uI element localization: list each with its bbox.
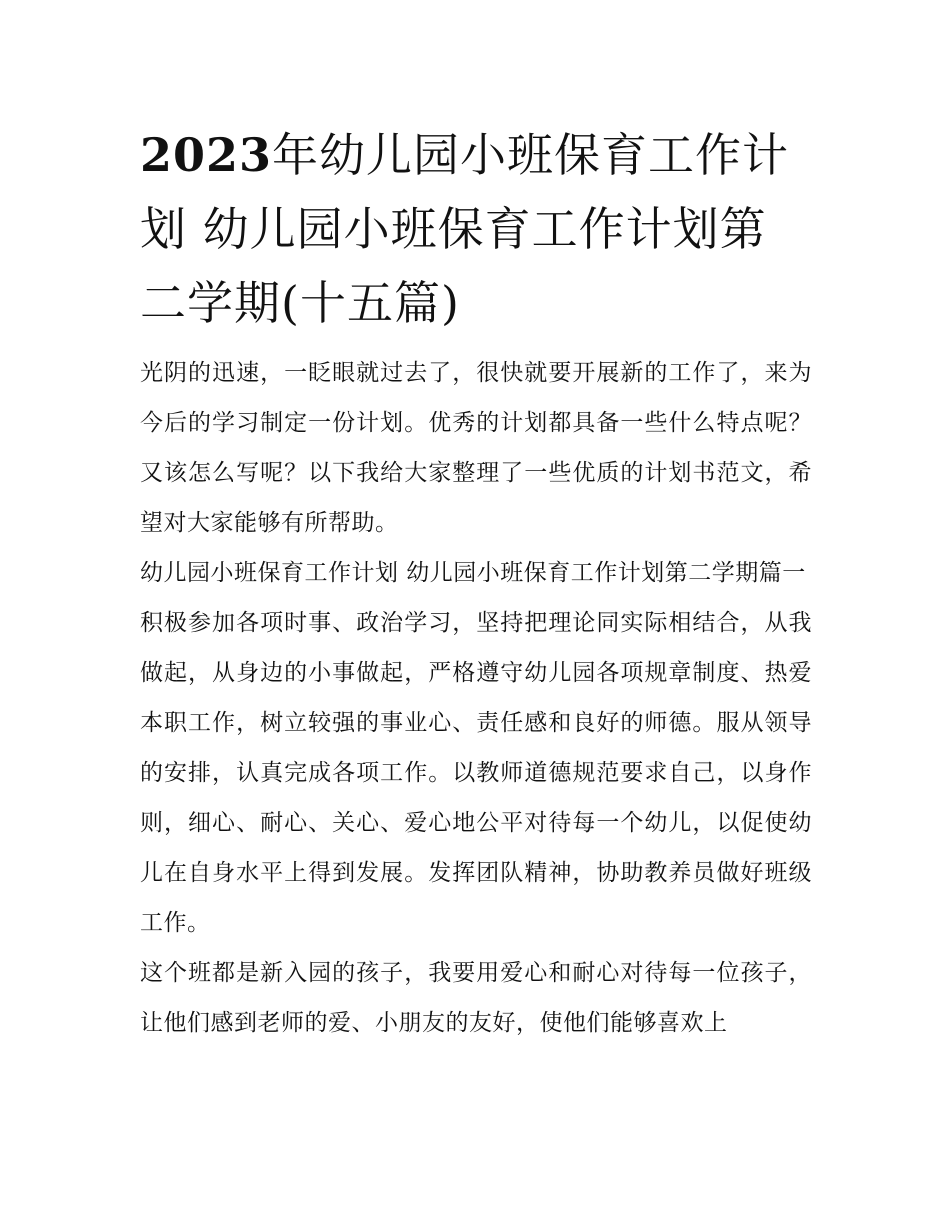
section-heading: 幼儿园小班保育工作计划 幼儿园小班保育工作计划第二学期篇一 <box>140 560 806 586</box>
title-year: 2023 <box>140 128 273 182</box>
body-paragraph: 这个班都是新入园的孩子，我要用爱心和耐心对待每一位孩子，让他们感到老师的爱、小朋友的友好，使他们能够喜欢上 <box>140 960 812 1036</box>
body-paragraph: 积极参加各项时事、政治学习，坚持把理论同实际相结合，从我做起，从身边的小事做起，严格遵守幼儿园各项规章制度、热爱本职工作，树立较强的事业心、责任感和良好的师德。服从领导的安排，认真完成各项工作。以教师道德规范要求自己，以身作则，细心、耐心、关心、爱心地公平对待每一个幼儿，以促使幼儿在自身水平上得到发展。发挥团队精神，协助教养员做好班级工作。 <box>140 610 812 936</box>
document-body <box>140 118 812 1048</box>
intro-paragraph: 光阴的迅速，一眨眼就过去了，很快就要开展新的工作了，来为今后的学习制定一份计划。优秀的计划都具备一些什么特点呢？又该怎么写呢？以下我给大家整理了一些优质的计划书范文，希望对大家能够有所帮助。 <box>140 360 812 536</box>
title-text: 年幼儿园小班保育工作计划 幼儿园小班保育工作计划第二学期(十五篇) <box>140 128 790 330</box>
document-title <box>140 118 812 340</box>
